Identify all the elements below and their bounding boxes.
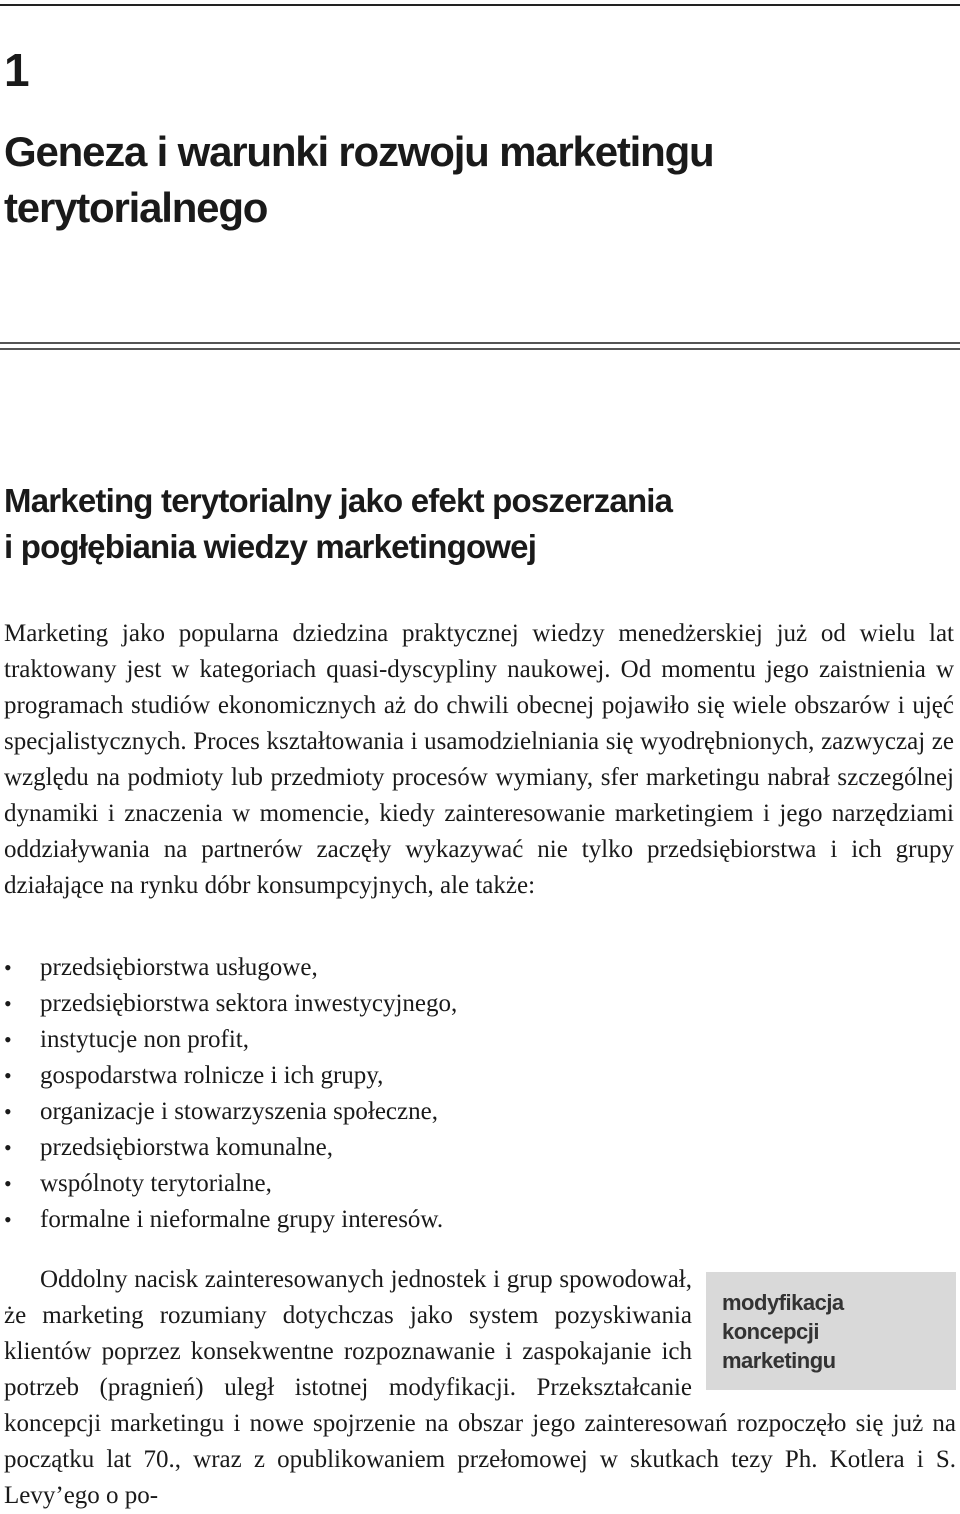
list-item xyxy=(4,1094,944,1130)
bullet-list xyxy=(4,950,944,1238)
list-item xyxy=(4,1166,944,1202)
bullet-icon: • xyxy=(4,991,12,1016)
paragraph-modification-section xyxy=(4,1262,956,1514)
bullet-icon: • xyxy=(4,955,12,980)
top-rule xyxy=(0,4,960,6)
margin-note-line-1: modyfikacja xyxy=(722,1290,844,1315)
list-item-text: przedsiębiorstwa usługowe, xyxy=(40,954,318,981)
chapter-title-line-2: terytorialnego xyxy=(4,184,268,231)
paragraph-intro: Marketing jako popularna dziedzina praktycznej wiedzy menedżerskiej już od wielu lat traktowany jest w kategoriach quasi-dyscypliny naukowej. Od momentu jego zaistnienia w programach studiów ekonomicznych aż do chwili obecnej pojawiło się wiele obszarów i ujęć specjalistycznych. Proces kształtowania i usamodzielniania się wyodrębnionych, zazwyczaj ze względu na podmioty lub przedmioty procesów wymiany, sfer marketingu nabrał szczególnej dynamiki i znaczenia w momencie, kiedy zainteresowanie marketingiem i jego narzędziami oddziaływania na partnerów zaczęły wykazywać nie tylko przedsiębiorstwa i ich grupy działające na rynku dóbr konsumpcyjnych, ale także: xyxy=(4,620,954,899)
list-item-text: przedsiębiorstwa sektora inwestycyjnego, xyxy=(40,990,458,1017)
double-rule-divider xyxy=(0,342,960,350)
bullet-icon: • xyxy=(4,1063,12,1088)
list-item-text: instytucje non profit, xyxy=(40,1026,249,1053)
chapter-title-line-1: Geneza i warunki rozwoju marketingu xyxy=(4,128,714,175)
bullet-icon: • xyxy=(4,1135,12,1160)
list-item-text: organizacje i stowarzyszenia społeczne, xyxy=(40,1098,438,1125)
list-item xyxy=(4,1022,944,1058)
list-item-text: wspólnoty terytorialne, xyxy=(40,1170,272,1197)
chapter-number: 1 xyxy=(4,44,29,96)
section-title-line-2: i pogłębiania wiedzy marketingowej xyxy=(4,528,537,565)
bullet-icon: • xyxy=(4,1027,12,1052)
paragraph-modification: Oddolny nacisk zainteresowanych jednostek i grup spowodował, że marketing rozumiany dotychczas jako system pozyskiwania klientów poprzez konsekwentne rozpoznawanie i zaspokajanie ich potrzeb (pragnień) uległ istotnej modyfikacji. Przekształcanie koncepcji marketingu i nowe spojrzenie na obszar jego zainteresowań rozpoczęło się już na początku lat 70., wraz z opublikowaniem przełomowej w skutkach tezy Ph. Kotlera i S. Levy’ego o po- xyxy=(4,1266,956,1509)
bullet-icon: • xyxy=(4,1207,12,1232)
bullet-icon: • xyxy=(4,1099,12,1124)
list-item xyxy=(4,950,944,986)
list-item-text: przedsiębiorstwa komunalne, xyxy=(40,1134,333,1161)
list-item xyxy=(4,1130,944,1166)
list-item-text: gospodarstwa rolnicze i ich grupy, xyxy=(40,1062,384,1089)
section-title xyxy=(4,478,944,570)
bullet-icon: • xyxy=(4,1171,12,1196)
chapter-title xyxy=(4,124,944,236)
list-item-text: formalne i nieformalne grupy interesów. xyxy=(40,1206,444,1233)
list-item xyxy=(4,986,944,1022)
margin-note-box xyxy=(706,1272,956,1390)
section-title-line-1: Marketing terytorialny jako efekt poszerzania xyxy=(4,482,673,519)
margin-note-line-2: koncepcji xyxy=(722,1319,819,1344)
list-item xyxy=(4,1058,944,1094)
margin-note-line-3: marketingu xyxy=(722,1348,836,1373)
list-item xyxy=(4,1202,944,1238)
